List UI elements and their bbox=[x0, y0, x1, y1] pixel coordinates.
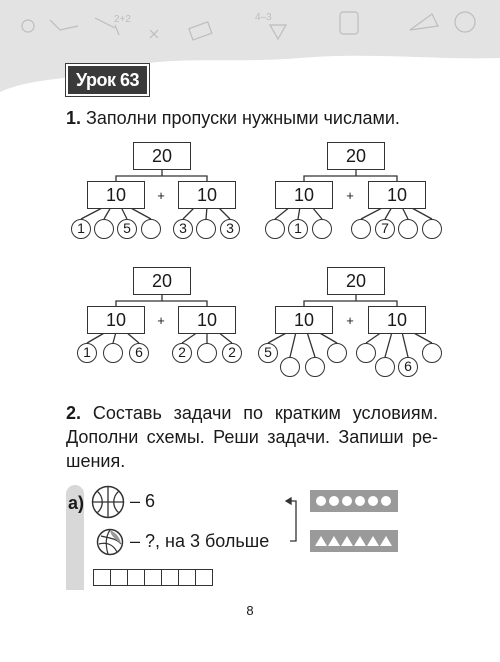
tree3-right-box: 10 bbox=[178, 306, 236, 334]
part-a-label: а) bbox=[68, 493, 85, 513]
tree4-plus: + bbox=[346, 313, 354, 328]
task2-body: Составь задачи по кратким условиям. Дополни схемы. Реши задачи. Запиши ре-шения. bbox=[66, 403, 438, 471]
tree3-left-box: 10 bbox=[87, 306, 145, 334]
task2-number: 2. bbox=[66, 403, 82, 423]
tree2-circle-4[interactable] bbox=[351, 219, 371, 239]
tree1-circle-6[interactable] bbox=[196, 219, 216, 239]
svg-text:4–3: 4–3 bbox=[255, 12, 272, 23]
task1-text: Заполни пропуски нужными числами. bbox=[86, 108, 400, 128]
tree3-top-box: 20 bbox=[133, 267, 191, 295]
tree3-circle-3[interactable]: 6 bbox=[129, 343, 149, 363]
task1-number: 1. bbox=[66, 108, 82, 128]
tree2-circle-2[interactable]: 1 bbox=[288, 219, 308, 239]
beach-ball-icon bbox=[96, 528, 124, 556]
tree1-circle-4[interactable] bbox=[141, 219, 161, 239]
tree4-circle-2[interactable] bbox=[280, 357, 300, 377]
svg-text:2+2: 2+2 bbox=[114, 14, 131, 25]
basketball-icon bbox=[91, 485, 125, 519]
answer-cell[interactable] bbox=[127, 569, 145, 586]
condition-line-2: – ?, на 3 больше bbox=[130, 531, 270, 551]
tree3-circle-2[interactable] bbox=[103, 343, 123, 363]
tree3-circle-1[interactable]: 1 bbox=[77, 343, 97, 363]
task1-title bbox=[66, 107, 400, 129]
page-number: 8 bbox=[246, 603, 254, 618]
tree2-circle-6[interactable] bbox=[398, 219, 418, 239]
answer-cell[interactable] bbox=[195, 569, 213, 586]
tree2-left-box: 10 bbox=[275, 181, 333, 209]
tree3-circle-4[interactable]: 2 bbox=[172, 343, 192, 363]
tree1-right-box: 10 bbox=[178, 181, 236, 209]
tree4-circle-4[interactable] bbox=[327, 343, 347, 363]
answer-cell[interactable] bbox=[110, 569, 128, 586]
tree2-circle-5[interactable]: 7 bbox=[375, 219, 395, 239]
tree1-left-box: 10 bbox=[87, 181, 145, 209]
tree1-circle-1[interactable]: 1 bbox=[71, 219, 91, 239]
tree4-circle-1[interactable]: 5 bbox=[258, 343, 278, 363]
tree1-circle-5[interactable]: 3 bbox=[173, 219, 193, 239]
triangles-strip bbox=[310, 530, 398, 552]
condition-line-1: – 6 bbox=[130, 491, 156, 511]
tree4-circle-5[interactable] bbox=[356, 343, 376, 363]
tree2-right-box: 10 bbox=[368, 181, 426, 209]
tree2-circle-7[interactable] bbox=[422, 219, 442, 239]
tree4-circle-3[interactable] bbox=[305, 357, 325, 377]
tree1-circle-7[interactable]: 3 bbox=[220, 219, 240, 239]
tree4-top-box: 20 bbox=[327, 267, 385, 295]
tree2-circle-3[interactable] bbox=[312, 219, 332, 239]
answer-cell[interactable] bbox=[93, 569, 111, 586]
tree3-circle-6[interactable]: 2 bbox=[222, 343, 242, 363]
tree4-circle-7[interactable]: 6 bbox=[398, 357, 418, 377]
tree3-circle-5[interactable] bbox=[197, 343, 217, 363]
tree2-plus: + bbox=[346, 188, 354, 203]
tree2-circle-1[interactable] bbox=[265, 219, 285, 239]
circles-strip bbox=[310, 490, 398, 512]
tree4-right-box: 10 bbox=[368, 306, 426, 334]
tree2-top-box: 20 bbox=[327, 142, 385, 170]
tree3-plus: + bbox=[157, 313, 165, 328]
tree4-left-box: 10 bbox=[275, 306, 333, 334]
tree1-top-box: 20 bbox=[133, 142, 191, 170]
tree1-circle-3[interactable]: 5 bbox=[117, 219, 137, 239]
answer-cell[interactable] bbox=[144, 569, 162, 586]
tree4-circle-8[interactable] bbox=[422, 343, 442, 363]
answer-cell[interactable] bbox=[161, 569, 179, 586]
tree1-plus: + bbox=[157, 188, 165, 203]
answer-cell[interactable] bbox=[178, 569, 196, 586]
tree1-circle-2[interactable] bbox=[94, 219, 114, 239]
lesson-badge: Урок 63 bbox=[66, 64, 149, 96]
task2-text bbox=[66, 401, 438, 473]
tree4-circle-6[interactable] bbox=[375, 357, 395, 377]
